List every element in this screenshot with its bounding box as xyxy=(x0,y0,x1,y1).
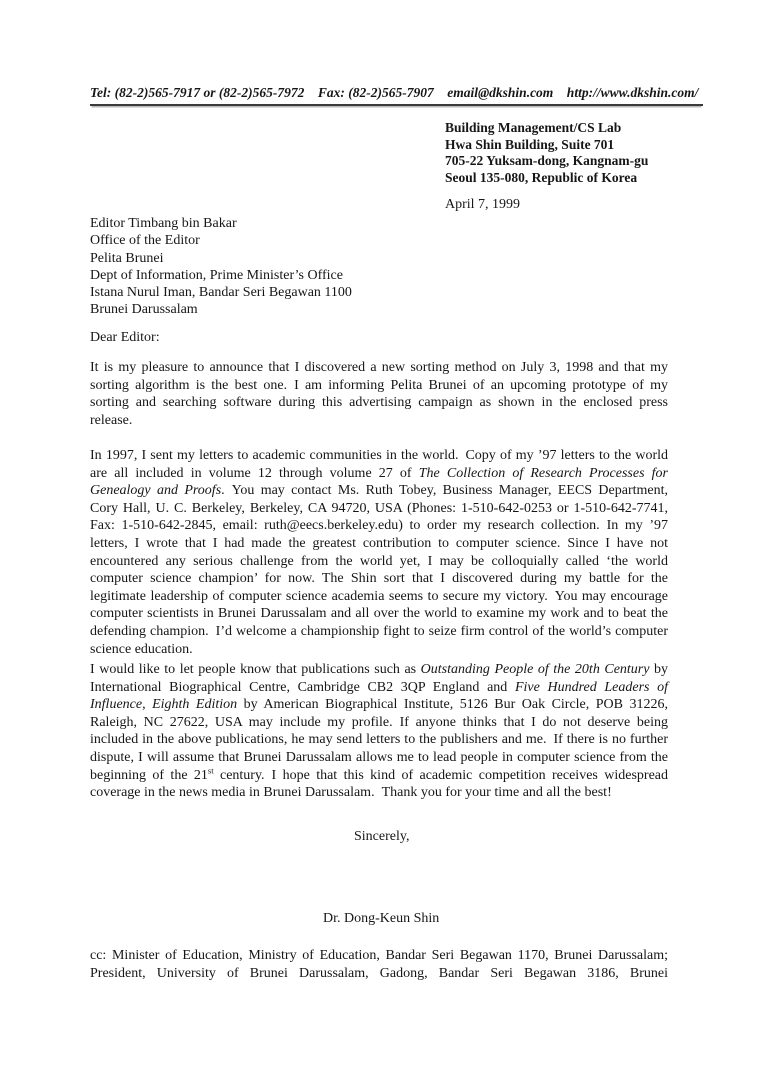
closing-sincerely: Sincerely, xyxy=(354,829,410,844)
address-line: Building Management/CS Lab xyxy=(445,120,622,135)
address-line: Pelita Brunei xyxy=(90,250,164,266)
contact-header-line: Tel: (82-2)565-7917 or (82-2)565-7972 Fax: (82-2)565-7907 email@dkshin.com http://www.dkshin.com/ xyxy=(90,85,703,106)
signature-name: Dr. Dong-Keun Shin xyxy=(323,911,440,926)
cc-block: cc: Minister of Education, Ministry of Education, Bandar Seri Begawan 1170, Brunei Darussalam; President, University of Brunei Darussalam, Gadong, Bandar Seri Begawan 3186, Brunei xyxy=(90,948,668,981)
salutation: Dear Editor: xyxy=(90,330,160,345)
address-line: 705-22 Yuksam-dong, Kangnam-gu xyxy=(445,153,649,168)
body-paragraph-2 xyxy=(90,447,668,658)
body-paragraph-3 xyxy=(90,661,668,802)
address-line: Office of the Editor xyxy=(90,233,200,249)
letter-date: April 7, 1999 xyxy=(445,197,521,212)
recipient-address xyxy=(90,215,352,319)
address-line: Hwa Shin Building, Suite 701 xyxy=(445,136,615,152)
body-paragraph-1 xyxy=(90,359,668,429)
paragraph-text: . You may contact Ms. Ruth Tobey, Business Manager, EECS Department, Cory Hall, U. C. Berkeley, Berkeley, CA 94720, USA (Phones: 1-510-642-0253 or 1-510-642-7741, Fax: 1-510-642-2845, email: ruth@eecs.berkeley.edu) to order my research collection. In my ’97 letters, I wrote that I had made the greatest contribution to computer science. Since I have not encountered any serious challenge from the world yet, I may be colloquially called ‘the world computer science champion’ for now. The Shin sort that I discovered during my battle for the legitimate leadership of computer science academia seems to secure my victory. You may encourage computer scientists in Brunei Darussalam and all over the world to examine my work and to beat the defending champion. I’d welcome a championship fight to seize firm control of the world’s computer science education. xyxy=(90,483,668,657)
paragraph-text: by International Biographical Centre, Cambridge CB2 3QP England and xyxy=(90,662,669,695)
italic-title-text: Outstanding People of the 20th Century xyxy=(420,662,650,677)
address-line: Editor Timbang bin Bakar xyxy=(90,216,237,231)
address-line: Istana Nurul Iman, Bandar Seri Begawan 1100 xyxy=(90,285,352,301)
paragraph-text: century. I hope that this kind of academic competition receives widespread coverage in the news media in Brunei Darussalam. Thank you for your time and all the best! xyxy=(90,767,668,801)
sender-address xyxy=(445,120,648,186)
address-line: Brunei Darussalam xyxy=(90,302,198,318)
paragraph-text: In 1997, I sent my letters to academic communities in the world. Copy of my ’97 letters to the world are all included in volume 12 through volume 27 of xyxy=(90,448,668,481)
address-line: Dept of Information, Prime Minister’s Office xyxy=(90,267,343,283)
paragraph-text: by American Biographical Institute, 5126 Bur Oak Circle, POB 31226, Raleigh, NC 27622, USA may include my profile. If anyone thinks that I do not deserve being included in the above publications, he may send letters to the publishers and me. If there is no further dispute, I will assume that Brunei Darussalam allows me to lead people in computer science from the beginning of the 21 xyxy=(90,697,668,783)
address-line: Seoul 135-080, Republic of Korea xyxy=(445,169,638,185)
paragraph-text: I would like to let people know that publications such as xyxy=(90,662,421,677)
paragraph-text: It is my pleasure to announce that I discovered a new sorting method on July 3, 1998 and that my sorting algorithm is the best one. I am informing Pelita Brunei of an upcoming prototype of my sorting and searching software during this advertising campaign as shown in the enclosed press release. xyxy=(90,360,668,428)
italic-title-text: Five Hundred Leaders of Influence xyxy=(90,679,669,713)
paragraph-text: , xyxy=(142,697,153,713)
italic-title-text: The Collection of Research Processes for Genealogy and Proofs xyxy=(90,465,668,499)
italic-title-text: Eighth Edition xyxy=(152,697,238,713)
superscript-text: st xyxy=(207,764,214,775)
